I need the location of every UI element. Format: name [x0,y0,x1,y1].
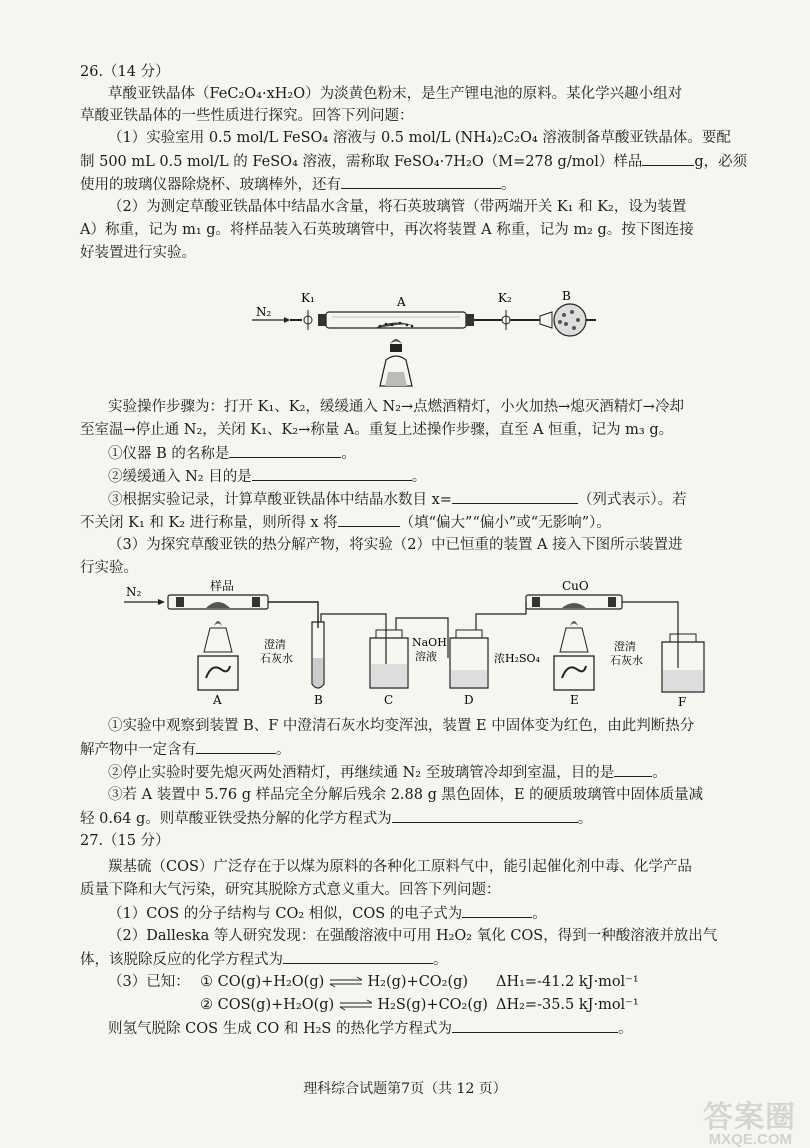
q27-part3-end-tail: 。 [617,1021,633,1037]
fig2-naoh-b: 溶液 [415,650,437,663]
answer-blank [341,174,501,189]
q26-part2-a: （2）为测定草酸亚铁晶体中结晶水含量，将石英玻璃管（带两端开关 K₁ 和 K₂，设为装置 [108,199,687,215]
q26-part3-a: （3）为探究草酸亚铁的热分解产物，将实验（2）中已恒重的装置 A 接入下图所示装置进 [108,537,683,553]
q27-intro-2: 质量下降和大气污染，研究其脱除方式意义重大。回答下列问题： [80,882,501,898]
fig2-lime2-a: 澄清 [614,640,636,653]
q26-header: 26.（14 分） [80,64,170,80]
q27-part1-end: 。 [532,906,547,922]
watermark-url: MXQE.COM [708,1131,792,1148]
q26-subq-3b-text: 不关闭 K₁ 和 K₂ 进行称量，则所得 x 将 [80,515,338,531]
q26-part1-b [80,151,747,172]
q26-subq-3a [108,489,687,510]
q26-subq-2 [108,466,426,487]
fig2-label-d: D [464,693,474,707]
q26-subq-1 [108,443,356,464]
fig2-h2so4-label: 浓H₂SO₄ [494,652,540,665]
fig1-k2-label: K₂ [498,291,512,305]
q26-subq-2-text: ②缓缓通入 N₂ 目的是 [108,469,252,485]
q27-part2-a: （2）Dalleska 等人研究发现：在强酸溶液中可用 H₂O₂ 氧化 COS，得到一种酸溶液并放出气 [108,928,718,944]
fig2-lime2-b: 石灰水 [610,654,643,667]
q26-op-1: 实验操作步骤为：打开 K₁、K₂，缓缓通入 N₂→点燃酒精灯，小火加热→熄灭酒精灯→冷却 [108,399,684,415]
fig2-label-e: E [570,693,579,707]
q27-part3-end-text: 则氢气脱除 COS 生成 CO 和 H₂S 的热化学方程式为 [108,1021,452,1037]
fig2-label-c: C [384,693,394,707]
apparatus-figure-2 [118,578,728,708]
q26-result-2-text: ②停止实验时要先熄灭两处酒精灯，再继续通 N₂ 至玻璃管冷却到室温，目的是 [108,765,615,781]
apparatus-figure-1 [240,282,600,390]
q26-subq-3b-end: （填“偏大”“偏小”或“无影响”）。 [399,515,611,531]
q26-part1-b-end: g，必须 [694,154,748,170]
q27-eq2 [200,995,488,1015]
q27-intro-1: 羰基硫（COS）广泛存在于以煤为原料的各种化工原料气中，能引起催化剂中毒、化学产品 [108,859,692,875]
q27-eq2-dh: ΔH₂=-35.5 kJ·mol⁻¹ [496,997,639,1013]
q26-subq-2-end: 。 [411,469,427,485]
q26-subq-1-end: 。 [341,446,356,462]
fig2-n2-label: N₂ [126,585,142,599]
fig2-label-b: B [314,693,323,707]
answer-blank [196,739,276,754]
fig1-a-label: A [397,295,406,309]
fig1-n2-label: N₂ [256,305,272,319]
q27-part3-end [108,1018,632,1039]
equilibrium-arrow-icon [329,976,363,988]
q26-part2-c: 好装置进行实验。 [80,245,196,261]
eq1-rhs: H₂(g)+CO₂(g) [367,974,469,990]
q27-eq1-dh: ΔH₁=-41.2 kJ·mol⁻¹ [496,974,639,990]
q27-eq1 [200,972,468,992]
q26-part2-b: A）称重，记为 m₁ g。将样品装入石英玻璃管中，再次将装置 A 称重，记为 m₂ g。按下图连接 [80,222,694,238]
fig1-b-label: B [562,289,571,303]
q27-header: 27.（15 分） [80,833,170,849]
q26-subq-3b [80,512,611,533]
q26-result-2-end: 。 [652,765,667,781]
answer-blank [252,466,412,481]
q26-part1-a: （1）实验室用 0.5 mol/L FeSO₄ 溶液与 0.5 mol/L (NH₄)₂C₂O₄ 溶液制备草酸亚铁晶体。要配 [108,130,731,146]
answer-blank [642,151,694,166]
answer-blank [392,808,578,823]
q26-part1-c-end: 。 [501,177,516,193]
equilibrium-arrow-icon [339,999,373,1011]
answer-blank [452,489,578,504]
q26-intro-1: 草酸亚铁晶体（FeC₂O₄·xH₂O）为淡黄色粉末，是生产锂电池的原料。某化学兴趣小组对 [108,86,683,102]
q26-intro-2: 草酸亚铁晶体的一些性质进行探究。回答下列问题： [80,108,414,124]
fig2-lime1-a: 澄清 [264,638,286,651]
q26-op-2: 至室温→停止通 N₂，关闭 K₁、K₂→称量 A。重复上述操作步骤，直至 A 恒重，记为 m₃ g。 [80,422,674,438]
q26-result-3a: ③若 A 装置中 5.76 g 样品完全分解后残余 2.88 g 黑色固体，E 的硬质玻璃管中固体质量减 [108,787,704,803]
q27-part1-text: （1）COS 的分子结构与 CO₂ 相似，COS 的电子式为 [108,906,463,922]
q26-part1-c [80,174,516,195]
q26-subq-3a-text: ③根据实验记录，计算草酸亚铁晶体中结晶水数目 x= [108,492,452,508]
q26-result-3b-end: 。 [577,811,593,827]
q27-part2-b [80,949,448,970]
fig2-sample-label: 样品 [210,579,235,593]
q26-result-1b-text: 解产物中一定含有 [80,742,196,758]
watermark-logo: 答案圈 [703,1101,796,1134]
answer-blank [614,762,652,777]
page-footer: 理科综合试题第7页（共 12 页） [303,1081,507,1097]
q26-subq-3a-end: （列式表示）。若 [577,492,687,508]
q26-result-3b-text: 轻 0.64 g。则草酸亚铁受热分解的化学方程式为 [80,811,392,827]
answer-blank [338,512,400,527]
eq2-rhs: H₂S(g)+CO₂(g) [377,997,488,1013]
q26-result-2 [108,762,667,783]
q26-part1-c-text: 使用的玻璃仪器除烧杯、玻璃棒外，还有 [80,177,341,193]
eq1-lhs: ① CO(g)+H₂O(g) [200,974,325,990]
fig2-naoh-a: NaOH [412,636,447,649]
q26-result-1b [80,739,291,760]
fig2-lime1-b: 石灰水 [260,652,293,665]
fig2-label-a: A [213,693,222,707]
eq2-lhs: ② COS(g)+H₂O(g) [200,997,335,1013]
answer-blank [229,443,341,458]
q27-part1 [108,903,547,924]
fig2-label-f: F [678,695,687,708]
answer-blank [452,1018,618,1033]
fig2-cuo-label: CuO [562,579,589,593]
q26-part1-b-text: 制 500 mL 0.5 mol/L 的 FeSO₄ 溶液，需称取 FeSO₄·7H₂O（M=278 g/mol）样品 [80,154,643,170]
q26-subq-1-text: ①仪器 B 的名称是 [108,446,230,462]
fig1-k1-label: K₁ [301,291,315,305]
q26-result-3b [80,808,592,829]
q26-result-1b-end: 。 [276,742,291,758]
q26-result-1a: ①实验中观察到装置 B、F 中澄清石灰水均变浑浊，装置 E 中固体变为红色，由此判断热分 [108,718,695,734]
answer-blank [283,949,433,964]
answer-blank [462,903,532,918]
q27-part2-b-text: 体，该脱除反应的化学方程式为 [80,952,283,968]
q26-part3-b: 行实验。 [80,560,138,576]
q27-part2-b-end: 。 [433,952,448,968]
q27-part3-label: （3）已知： [108,974,190,990]
